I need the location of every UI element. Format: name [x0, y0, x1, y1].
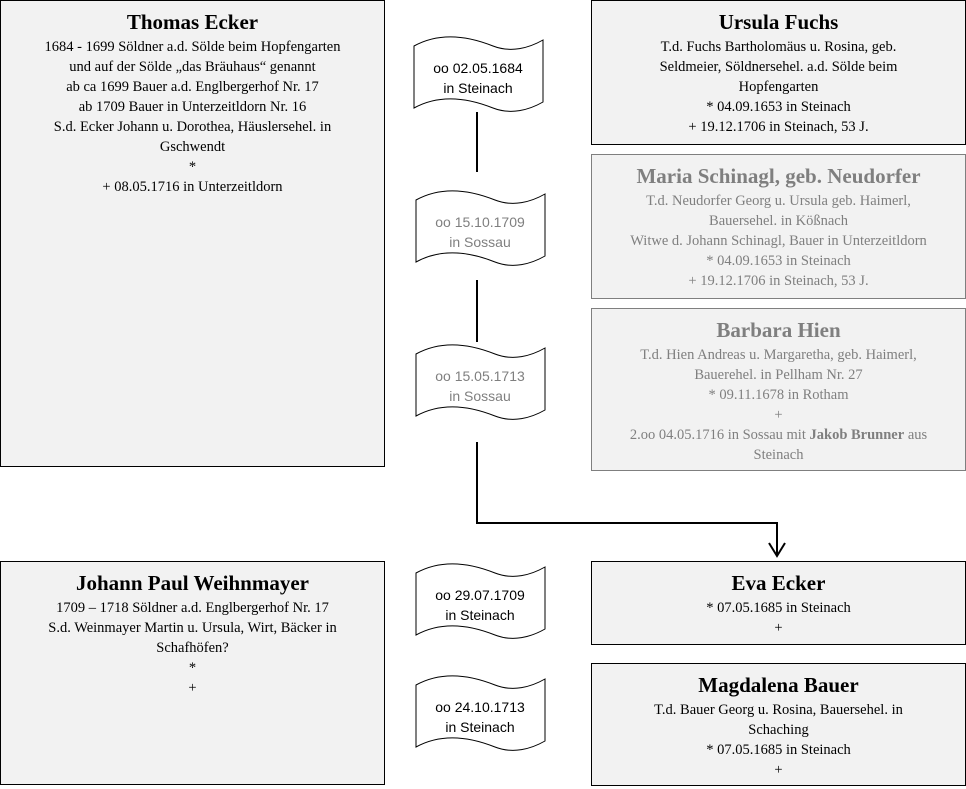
marriage-text: [413, 58, 543, 98]
marriage-place: in Sossau: [449, 388, 511, 404]
person-detail: +: [774, 407, 783, 423]
remarriage-prefix: 2.oo 04.05.1716 in Sossau mit: [629, 427, 810, 443]
person-detail: *: [188, 660, 197, 676]
person-detail: * 04.09.1653 in Steinach: [706, 99, 851, 115]
marriage-date: oo 15.10.1709: [435, 214, 525, 230]
person-detail: Gschwendt: [159, 139, 226, 155]
remarriage-suffix: aus: [904, 427, 928, 443]
person-detail: S.d. Ecker Johann u. Dorothea, Häuslersehel. in: [53, 119, 332, 135]
person-detail: + 08.05.1716 in Unterzeitldorn: [102, 179, 283, 195]
marriage-text: [415, 697, 545, 737]
marriage-date: oo 24.10.1713: [435, 699, 525, 715]
person-detail: Schafhöfen?: [156, 640, 229, 656]
person-detail: *: [188, 159, 197, 175]
marriage-scroll-1: [413, 36, 543, 114]
marriage-text: [415, 212, 545, 252]
person-detail: T.d. Hien Andreas u. Margaretha, geb. Haimerl,: [640, 347, 917, 363]
person-detail: 1709 – 1718 Söldner a.d. Englbergerhof Nr. 17: [56, 600, 329, 616]
person-detail: +: [774, 762, 783, 778]
person-box-maria-schinagl: [591, 154, 966, 299]
marriage-date: oo 02.05.1684: [433, 60, 523, 76]
marriage-place: in Steinach: [445, 719, 515, 735]
person-detail: Hopfengarten: [738, 79, 819, 95]
person-name: Maria Schinagl, geb. Neudorfer: [636, 164, 921, 188]
marriage-scroll-4: [415, 563, 545, 641]
marriage-text: [415, 585, 545, 625]
marriage-scroll-2: [415, 190, 545, 268]
person-detail: Bauersehel. in Kößnach: [709, 213, 848, 229]
marriage-date: oo 15.05.1713: [435, 368, 525, 384]
person-detail: + 19.12.1706 in Steinach, 53 J.: [688, 119, 869, 135]
remarriage-note: [600, 425, 957, 445]
person-name: Barbara Hien: [716, 318, 841, 342]
person-name: Ursula Fuchs: [718, 10, 839, 34]
person-box-ursula-fuchs: [591, 0, 966, 145]
person-detail: Bauerehel. in Pellham Nr. 27: [694, 367, 863, 383]
person-detail: T.d. Bauer Georg u. Rosina, Bauersehel. in: [654, 702, 903, 718]
person-name: Eva Ecker: [731, 571, 826, 595]
marriage-place: in Steinach: [443, 80, 513, 96]
person-detail: +: [188, 680, 197, 696]
marriage-place: in Sossau: [449, 234, 511, 250]
person-detail: T.d. Fuchs Bartholomäus u. Rosina, geb.: [660, 39, 897, 55]
person-detail: + 19.12.1706 in Steinach, 53 J.: [688, 273, 869, 289]
person-box-magdalena-bauer: [591, 663, 966, 786]
marriage-date: oo 29.07.1709: [435, 587, 525, 603]
person-detail: +: [774, 620, 783, 636]
marriage-place: in Steinach: [445, 607, 515, 623]
person-detail: S.d. Weinmayer Martin u. Ursula, Wirt, Bäcker in: [48, 620, 337, 636]
person-box-barbara-hien: [591, 308, 966, 471]
person-detail: ab 1709 Bauer in Unterzeitldorn Nr. 16: [78, 99, 307, 115]
person-detail: und auf der Sölde „das Bräuhaus“ genannt: [69, 59, 316, 75]
person-detail: Schaching: [748, 722, 809, 738]
person-detail: * 09.11.1678 in Rotham: [708, 387, 849, 403]
marriage-text: [415, 366, 545, 406]
person-detail: Witwe d. Johann Schinagl, Bauer in Unterzeitldorn: [630, 233, 927, 249]
remarriage-spouse-name: Jakob Brunner: [809, 427, 905, 443]
remarriage-place: Steinach: [753, 447, 804, 463]
person-box-eva-ecker: [591, 561, 966, 645]
person-detail: Seldmeier, Söldnersehel. a.d. Sölde beim: [659, 59, 898, 75]
marriage-scroll-3: [415, 344, 545, 422]
person-detail: * 07.05.1685 in Steinach: [706, 742, 851, 758]
person-name: Magdalena Bauer: [698, 673, 859, 697]
person-box-johann-paul-weihnmayer: [0, 561, 385, 785]
person-name: Thomas Ecker: [126, 10, 259, 34]
person-name: Johann Paul Weihnmayer: [76, 571, 309, 595]
person-box-thomas-ecker: [0, 0, 385, 467]
person-detail: * 07.05.1685 in Steinach: [706, 600, 851, 616]
person-detail: ab ca 1699 Bauer a.d. Englbergerhof Nr. 17: [66, 79, 319, 95]
person-detail: 1684 - 1699 Söldner a.d. Sölde beim Hopfengarten: [44, 39, 341, 55]
marriage-scroll-5: [415, 675, 545, 753]
person-detail: T.d. Neudorfer Georg u. Ursula geb. Haimerl,: [646, 193, 911, 209]
person-detail: * 04.09.1653 in Steinach: [706, 253, 851, 269]
